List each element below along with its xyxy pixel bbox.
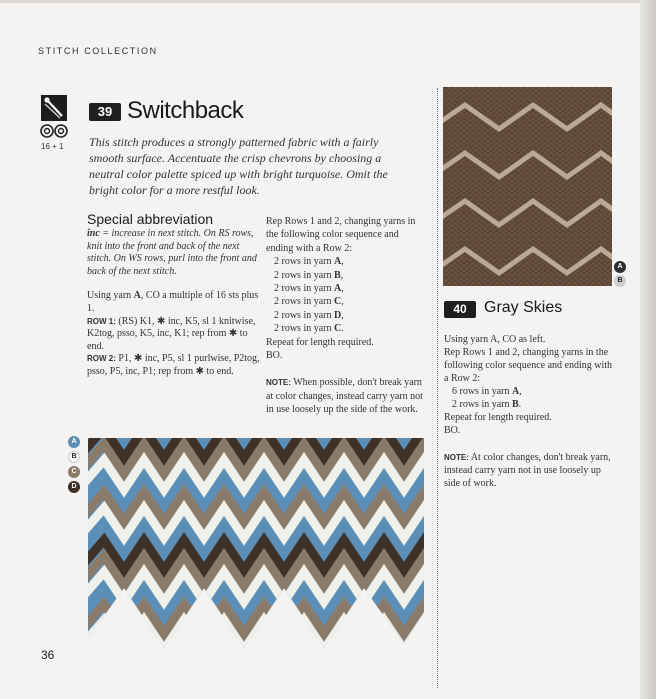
gray-skies-note-label: NOTE: xyxy=(444,453,469,462)
sequence-yarn: A xyxy=(334,256,342,268)
sequence-suffix: , xyxy=(341,256,344,268)
gray-skies-key-b: B xyxy=(614,275,626,287)
sequence-suffix: , xyxy=(341,283,344,295)
switchback-key-c: C xyxy=(68,466,80,478)
sequence-yarn: B xyxy=(334,269,341,281)
sequence-prefix: 6 rows in yarn xyxy=(452,386,512,397)
note-label: NOTE: xyxy=(266,378,291,388)
abbreviation-text: = increase in next stitch. On RS rows, knit into the front and back of the next stitch. On WS rows, purl into the front and back of the next stitch. xyxy=(87,228,257,277)
instructions-column-1 xyxy=(87,228,265,379)
gray-skies-cast-on: Using yarn A, CO as left. xyxy=(444,334,546,345)
sequence-yarn: C xyxy=(334,296,342,308)
page-number: 36 xyxy=(41,648,55,662)
note xyxy=(266,376,426,416)
cast-on-yarn: A xyxy=(133,290,141,302)
chevron-stripe xyxy=(88,636,424,659)
abbreviation-definition xyxy=(87,228,265,278)
gray-skies-key-a: A xyxy=(614,261,626,273)
row-1 xyxy=(87,316,265,354)
sequence-prefix: 2 rows in yarn xyxy=(274,283,334,295)
sequence-line xyxy=(266,309,426,322)
row-2 xyxy=(87,353,265,378)
special-abbreviation-heading: Special abbreviation xyxy=(87,211,214,227)
switchback-swatch-image xyxy=(88,438,424,659)
sequence-yarn: C xyxy=(334,323,342,335)
sequence-yarn: D xyxy=(334,309,342,321)
sequence-prefix: 2 rows in yarn xyxy=(274,309,334,321)
needles-icon xyxy=(41,95,67,121)
sequence-line xyxy=(266,322,426,335)
gray-skies-bind-off: BO. xyxy=(444,425,461,436)
stitch-number-badge-40: 40 xyxy=(444,301,476,318)
bind-off: BO. xyxy=(266,350,283,362)
column-divider xyxy=(437,88,438,688)
sequence-yarn: B xyxy=(512,399,519,410)
sequence-line xyxy=(266,295,426,308)
row-1-text: (RS) K1, ✱ inc, K5, sl 1 knitwise, K2tog, psso, K5, inc, K1; rep from ✱ to end. xyxy=(87,315,256,352)
cast-on-line xyxy=(87,290,265,315)
gray-skies-swatch-image xyxy=(443,87,612,286)
row-2-label: ROW 2: xyxy=(87,354,116,364)
gray-skies-repeat-intro: Rep Rows 1 and 2, changing yarns in the following color sequence and ending with a Row 2: xyxy=(444,347,613,384)
sequence-suffix: , xyxy=(340,269,344,281)
abbreviation-term: inc xyxy=(87,228,100,239)
sequence-yarn: A xyxy=(512,386,520,397)
color-sequence xyxy=(266,255,426,335)
stitch-intro: This stitch produces a strongly patterned fabric with a fairly smooth surface. Accentuate the crisp chevrons by choosing a neutral color palette spiced up with bright turquoise. Omit the bright color for a more restful look. xyxy=(89,135,388,197)
sequence-prefix: 2 rows in yarn xyxy=(274,296,334,308)
stitch-title-40: Gray Skies xyxy=(484,299,563,316)
book-spine-edge xyxy=(640,0,656,699)
gray-skies-color-sequence xyxy=(444,385,614,411)
chevron-stripe xyxy=(88,620,424,650)
sequence-line xyxy=(266,282,426,295)
sequence-line xyxy=(444,398,614,411)
section-header: STITCH COLLECTION xyxy=(38,46,158,56)
repeat-intro: Rep Rows 1 and 2, changing yarns in the following color sequence and ending with a Row 2: xyxy=(266,216,416,254)
sequence-line xyxy=(266,269,426,282)
gray-skies-note xyxy=(444,451,614,490)
sequence-prefix: 2 rows in yarn xyxy=(274,323,334,335)
switchback-key-b: B xyxy=(68,451,80,463)
sequence-suffix: . xyxy=(518,399,522,410)
sequence-yarn: A xyxy=(334,283,342,295)
gray-skies-note-text: At color changes, don't break yarn, instead carry yarn not in use loosely up side of work. xyxy=(444,452,611,489)
sequence-suffix: . xyxy=(341,323,344,335)
sequence-suffix: , xyxy=(519,386,522,397)
yarn-weight-icon xyxy=(40,124,68,142)
gray-skies-instructions xyxy=(444,333,614,490)
page-top-edge xyxy=(0,0,656,3)
repeat-length: Repeat for length required. xyxy=(266,336,374,348)
row-1-label: ROW 1: xyxy=(87,316,116,326)
row-2-text: P1, ✱ inc, P5, sl 1 purlwise, P2tog, psso, P5, inc, P1; rep from ✱ to end. xyxy=(87,353,260,377)
stitch-title: Switchback xyxy=(127,97,244,124)
sequence-suffix: , xyxy=(341,309,344,321)
cast-on-text: Using yarn xyxy=(87,290,134,302)
sequence-prefix: 2 rows in yarn xyxy=(274,269,334,281)
instructions-column-2 xyxy=(266,215,426,417)
switchback-key-d: D xyxy=(68,481,80,493)
stitch-number-badge: 39 xyxy=(89,103,121,121)
sequence-prefix: 2 rows in yarn xyxy=(452,399,512,410)
sequence-prefix: 2 rows in yarn xyxy=(274,256,334,268)
sequence-line xyxy=(444,385,614,398)
gray-skies-repeat-length: Repeat for length required. xyxy=(444,412,552,423)
sequence-line xyxy=(266,255,426,268)
sequence-suffix: , xyxy=(341,296,344,308)
cast-on-text-end: , CO a multiple of 16 sts plus 1. xyxy=(87,290,259,314)
switchback-key-a: A xyxy=(68,436,80,448)
note-text: When possible, don't break yarn at color changes, instead carry yarn not in use loosely up the side of the work. xyxy=(266,377,423,416)
stitch-repeat: 16 + 1 xyxy=(41,142,64,151)
